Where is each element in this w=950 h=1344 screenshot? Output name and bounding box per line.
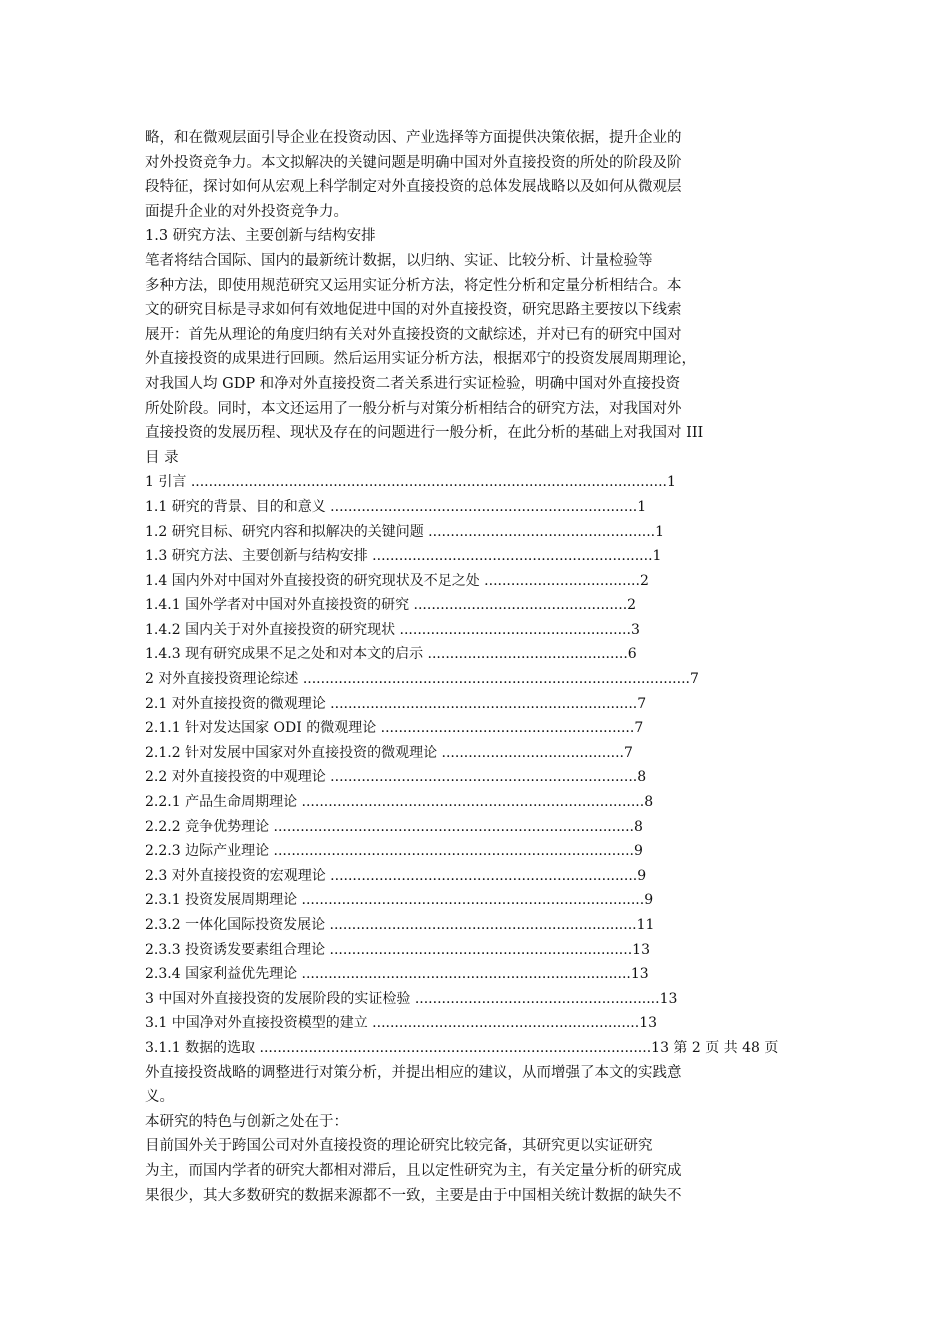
toc-entry[interactable] [145,938,825,963]
toc-page-number: 9 [637,867,647,884]
toc-entry-label: 2.2.1 产品生命周期理论 [145,794,302,811]
body-line: 本研究的特色与创新之处在于： [145,1113,348,1130]
toc-entry[interactable] [145,1011,825,1036]
toc-page-number: 9 [644,892,654,909]
toc-page-number: 1 [637,498,647,515]
body-line: 面提升企业的对外投资竞争力。 [145,203,348,220]
toc-leader-dots: ............................................. [427,646,628,663]
intro-section [145,126,825,470]
toc-entry-label: 1.3 研究方法、主要创新与结构安排 [145,548,373,565]
toc-entry[interactable] [145,716,825,741]
toc-entry-label: 1 引言 [145,474,191,491]
document-page [145,126,825,1208]
body-line: 义。 [145,1089,174,1106]
toc-entry-label: 1.2 研究目标、研究内容和拟解决的关键问题 [145,523,429,540]
toc-leader-dots: ............................................................... [372,548,653,565]
toc-entry-label: 2 对外直接投资理论综述 [145,671,303,688]
toc-page-number: 2 [627,597,637,614]
toc-entry-label: 2.2 对外直接投资的中观理论 [145,769,331,786]
toc-entry-label: 1.4.1 国外学者对中国对外直接投资的研究 [145,597,414,614]
toc-entry[interactable] [145,765,825,790]
toc-entry[interactable] [145,962,825,987]
toc-entry-label: 2.3.2 一体化国际投资发展论 [145,917,330,933]
toc-entry[interactable] [145,692,825,717]
toc-leader-dots: ............................................................ [372,1015,640,1032]
toc-entry-label: 2.1.2 针对发展中国家对外直接投资的微观理论 [145,744,442,761]
toc-leader-dots: ....................................................... [414,990,660,1007]
toc-entry-label: 2.1.1 针对发达国家 ODI 的微观理论 [145,720,381,737]
toc-page-number: 7 [689,671,699,688]
body-line: 直接投资的发展历程、现状及存在的问题进行一般分析，在此分析的基础上对我国对 III [145,425,704,442]
toc-page-number: 1 [666,474,676,491]
body-line: 为主，而国内学者的研究大都相对滞后，且以定性研究为主，有关定量分析的研究成 [145,1162,682,1179]
toc-leader-dots: ....................................................................................... [302,671,690,688]
toc-entry[interactable] [145,1036,825,1061]
body-line: 笔者将结合国际、国内的最新统计数据，以归纳、实证、比较分析、计量检验等 [145,252,653,269]
body-line: 多种方法，即使用规范研究又运用实证分析方法，将定性分析和定量分析相结合。本 [145,277,682,294]
toc-entry[interactable] [145,618,825,643]
toc-leader-dots: ............................................................................. [301,892,645,909]
toc-entry-label: 2.2.3 边际产业理论 [145,843,274,860]
section-heading: 1.3 研究方法、主要创新与结构安排 [145,228,376,245]
toc-leader-dots: .................................................................... [329,941,633,958]
toc-leader-dots: ........................................................................................................... [190,474,667,491]
toc-page-number: 13 [632,941,650,958]
toc-page-number: 7 [624,744,633,761]
toc-leader-dots: ..................................................................... [329,917,637,933]
toc-page-number: 8 [644,794,654,811]
toc-page-number: 13 [659,990,678,1007]
toc-page-number: 7 [637,695,647,712]
body-line: 目前国外关于跨国公司对外直接投资的理论研究比较完备，其研究更以实证研究 [145,1138,653,1155]
toc-entry[interactable] [145,495,825,520]
toc-entry[interactable] [145,544,825,569]
toc-leader-dots: ............................................................................. [301,794,645,811]
toc-page-number: 13 [651,1039,669,1056]
toc-leader-dots: ........................................................................................ [259,1039,652,1056]
toc-page-number: 6 [627,646,637,663]
toc-entry-label: 3 中国对外直接投资的发展阶段的实证检验 [145,990,415,1007]
toc-entry-label: 2.2.2 竞争优势理论 [145,818,274,835]
toc-page-number: 8 [637,769,647,786]
toc-entry[interactable] [145,741,825,766]
toc-leader-dots: ................................................... [428,523,656,540]
toc-entry[interactable] [145,520,825,545]
toc-leader-dots: ..................................................................... [330,498,638,515]
toc-page-number: 7 [634,720,644,737]
body-line: 展开：首先从理论的角度归纳有关对外直接投资的文献综述，并对已有的研究中国对 [145,326,682,343]
toc-entry[interactable] [145,987,825,1012]
toc-entry[interactable] [145,667,825,692]
page-footer: 第 2 页 共 48 页 [668,1039,779,1056]
toc-leader-dots: ................................... [484,572,640,589]
body-line: 外直接投资战略的调整进行对策分析，并提出相应的建议，从而增强了本文的实践意 [145,1064,682,1081]
body-line: 对我国人均 GDP 和净对外直接投资二者关系进行实证检验，明确中国对外直接投资 [145,375,681,392]
toc-entry-label: 2.3.4 国家利益优先理论 [145,966,302,983]
toc-leader-dots: ......................................................... [380,720,635,737]
toc-leader-dots: ..................................................................... [330,867,638,884]
toc-entry-label: 2.1 对外直接投资的微观理论 [145,695,331,712]
body-line: 略，和在微观层面引导企业在投资动因、产业选择等方面提供决策依据，提升企业的 [145,130,682,146]
outro-section [145,1061,825,1209]
body-line: 文的研究目标是寻求如何有效地促进中国的对外直接投资，研究思路主要按以下线索 [145,302,682,319]
body-line: 所处阶段。同时，本文还运用了一般分析与对策分析相结合的研究方法，对我国对外 [145,400,682,417]
toc-leader-dots: ................................................................................. [273,843,634,860]
toc-entry[interactable] [145,790,825,815]
toc-entry-label: 1.4 国内外对中国对外直接投资的研究现状及不足之处 [145,572,485,589]
toc-entry[interactable] [145,569,825,594]
toc-entry[interactable] [145,839,825,864]
toc-entry-label: 2.3.3 投资诱发要素组合理论 [145,941,330,958]
toc-page-number: 13 [630,966,649,983]
toc-page-number: 2 [639,572,649,589]
toc-leader-dots: ..................................................................... [330,695,638,712]
toc-page-number: 1 [655,523,665,540]
toc-entry[interactable] [145,470,825,495]
toc-entry-label: 3.1.1 数据的选取 [145,1039,260,1056]
table-of-contents [145,470,825,1060]
toc-entry[interactable] [145,593,825,618]
toc-entry[interactable] [145,913,825,938]
toc-page-number: 13 [639,1015,658,1032]
toc-entry-label: 1.4.3 现有研究成果不足之处和对本文的启示 [145,646,428,663]
toc-leader-dots: .................................................... [399,621,631,638]
toc-entry[interactable] [145,642,825,667]
toc-page-number: 11 [636,917,655,933]
toc-entry[interactable] [145,888,825,913]
toc-entry[interactable] [145,815,825,840]
toc-entry-label: 1.1 研究的背景、目的和意义 [145,498,331,515]
toc-entry-label: 2.3.1 投资发展周期理论 [145,892,302,909]
toc-leader-dots: ......................................... [441,744,624,761]
toc-entry-label: 1.4.2 国内关于对外直接投资的研究现状 [145,621,400,638]
toc-page-number: 1 [652,548,662,565]
body-line: 外直接投资的成果进行回顾。然后运用实证分析方法，根据邓宁的投资发展周期理论， [145,351,696,368]
toc-title: 目 录 [145,449,179,466]
toc-leader-dots: ................................................................................. [273,818,634,835]
body-line: 对外投资竞争力。本文拟解决的关键问题是明确中国对外直接投资的所处的阶段及阶 [145,154,682,171]
toc-leader-dots: .......................................................................... [301,966,631,983]
body-line: 果很少，其大多数研究的数据来源都不一致，主要是由于中国相关统计数据的缺失不 [145,1187,682,1204]
toc-page-number: 9 [634,843,643,860]
toc-leader-dots: ..................................................................... [330,769,638,786]
body-line: 段特征，探讨如何从宏观上科学制定对外直接投资的总体发展战略以及如何从微观层 [145,179,682,196]
toc-entry-label: 2.3 对外直接投资的宏观理论 [145,867,331,884]
toc-entry-label: 3.1 中国净对外直接投资模型的建立 [145,1015,373,1032]
toc-page-number: 8 [634,818,643,835]
toc-entry[interactable] [145,864,825,889]
toc-leader-dots: ................................................ [413,597,628,614]
toc-page-number: 3 [630,621,640,638]
